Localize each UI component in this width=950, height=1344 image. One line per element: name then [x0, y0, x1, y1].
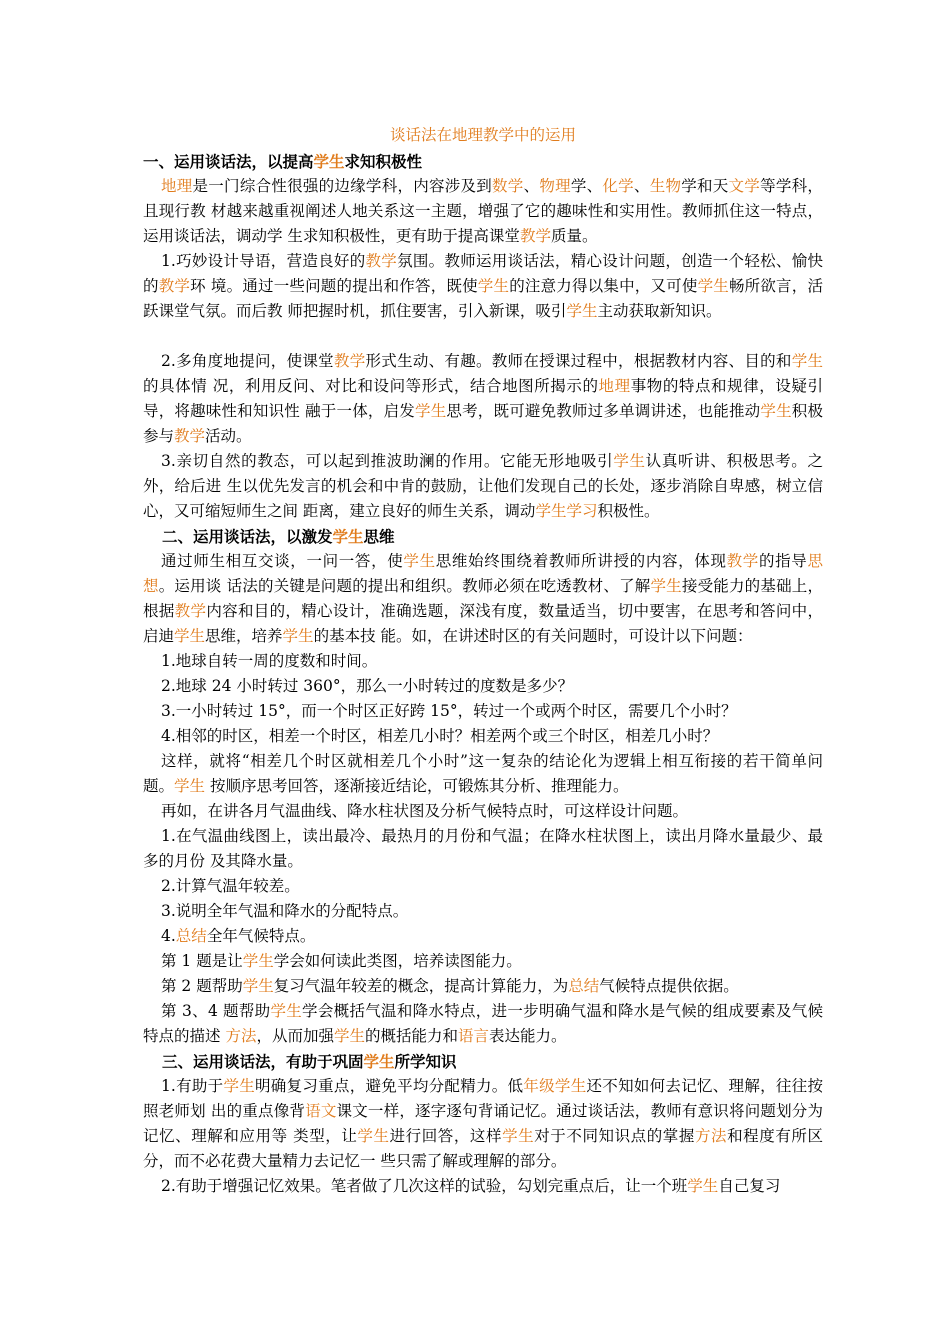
highlighted-term: 学生 — [242, 952, 274, 970]
highlighted-term: 学生 — [760, 402, 792, 420]
text-run: 4. — [161, 927, 176, 945]
document-page — [143, 122, 823, 1199]
highlighted-term: 教学 — [726, 552, 759, 570]
paragraph — [143, 449, 823, 524]
highlighted-term: 学生 — [270, 1002, 303, 1020]
highlighted-term: 学生 — [502, 1127, 535, 1145]
highlighted-term: 方法 — [225, 1027, 257, 1045]
text-run: 的注意力得以集中，又可使 — [509, 277, 698, 295]
highlighted-term: 化学 — [602, 177, 634, 195]
text-run: 氛围。教师运用谈话法，精心设计问题，创造一个轻松、愉快的 — [143, 252, 823, 295]
highlighted-term: 总结 — [568, 977, 600, 995]
paragraph — [143, 674, 823, 699]
text-run: 学会如何读此类图，培养读图能力。 — [273, 952, 522, 970]
highlighted-term: 学生 — [174, 777, 206, 795]
highlighted-term: 文学 — [728, 177, 761, 195]
text-run: 2.地球 24 小时转过 360°，那么一小时转过的度数是多少？ — [161, 677, 574, 695]
text-run: 2.多角度地提问，使课堂 — [161, 352, 334, 370]
text-run: 按顺序思考回答，逐渐接近结论，可锻炼其分析、推理能力。 — [205, 777, 629, 795]
paragraph — [143, 874, 823, 899]
highlighted-term: 学生 — [282, 627, 314, 645]
text-run: 学会概括气温和降水特点，进一步明确气温和降水是气候的组成要素及气候特点的描述 — [143, 1002, 823, 1045]
text-run: 通过师生相互交谈，一问一答，使 — [161, 552, 404, 570]
text-run: 表达能力。 — [489, 1027, 567, 1045]
text-run: 形式生动、有趣。教师在授课过程中，根据教材内容、目的和 — [365, 352, 792, 370]
highlighted-term: 学生 — [242, 977, 274, 995]
text-run: 环 境。通过一些问题的提出和作答，既使 — [190, 277, 478, 295]
text-run: 学、 — [570, 177, 603, 195]
highlighted-term: 学生 — [477, 277, 510, 295]
highlighted-term: 学习 — [566, 502, 598, 520]
text-run: 第 1 题是让 — [161, 952, 243, 970]
highlighted-term: 学生 — [223, 1077, 256, 1095]
text-run: 活动。 — [205, 427, 252, 445]
text-run: 是一门综合性很强的边缘学科，内容涉及到 — [192, 177, 493, 195]
highlighted-term: 学生 — [333, 1027, 365, 1045]
text-run: 二、运用谈话法，以激发 — [162, 527, 333, 546]
highlighted-term: 语言 — [458, 1027, 490, 1045]
highlighted-term: 地理 — [161, 177, 193, 195]
highlighted-term: 教学 — [519, 227, 551, 245]
text-run: 明确复习重点，避免平均分配精力。低 — [255, 1077, 524, 1095]
text-run: 2.计算气温年较差。 — [161, 877, 300, 895]
text-run: 主动获取新知识。 — [597, 302, 722, 320]
text-run: 求知积极性 — [344, 152, 423, 171]
highlighted-term: 学生 — [313, 152, 345, 171]
paragraph — [143, 1174, 823, 1199]
highlighted-term: 思想 — [143, 552, 823, 595]
document-title: 谈话法在地理教学中的运用 — [389, 126, 576, 144]
highlighted-term: 学生 — [566, 302, 598, 320]
text-run: 接受能力的基础上，根据 — [143, 577, 823, 620]
text-run: 思维，培养 — [205, 627, 283, 645]
blank-line — [143, 324, 823, 349]
text-run: 、 — [523, 177, 540, 195]
text-run: 3.说明全年气温和降水的分配特点。 — [161, 902, 409, 920]
text-run: 气候特点提供依据。 — [599, 977, 739, 995]
highlighted-term: 学生 — [687, 1177, 719, 1195]
text-run: 1.巧妙设计导语，营造良好的 — [161, 252, 366, 270]
paragraph — [143, 924, 823, 949]
paragraph — [143, 999, 823, 1049]
highlighted-term: 学生 — [791, 352, 823, 370]
text-run: 质量。 — [550, 227, 598, 245]
highlighted-term: 学生 — [535, 502, 567, 520]
text-run: 4.相邻的时区，相差一个时区，相差几小时？相差两个或三个时区，相差几小时？ — [161, 727, 719, 745]
paragraph — [143, 174, 823, 249]
text-run: 再如，在讲各月气温曲线、降水柱状图及分析气候特点时，可这样设计问题。 — [161, 802, 689, 820]
text-run: 进行回答，这样 — [389, 1127, 503, 1145]
paragraph — [143, 249, 823, 324]
highlighted-term: 生物 — [649, 177, 682, 195]
highlighted-term: 教学 — [174, 427, 206, 445]
text-run: 积极参与 — [143, 402, 823, 445]
paragraph — [143, 649, 823, 674]
highlighted-term: 学生 — [332, 527, 364, 546]
document-body — [143, 149, 823, 1199]
text-run: 思考，既可避免教师过多单调讲述，也能推动 — [446, 402, 761, 420]
text-run: 的概括能力和 — [364, 1027, 458, 1045]
text-run: 1.有助于 — [161, 1077, 224, 1095]
text-run: 一、运用谈话法，以提高 — [143, 152, 314, 171]
highlighted-term: 语文 — [305, 1102, 337, 1120]
text-run: 复习气温年较差的概念，提高计算能力，为 — [273, 977, 569, 995]
text-run: 事物的特点和规律，设疑引导，将趣味性和知识性 融于一体，启发 — [143, 377, 823, 420]
highlighted-term: 教学 — [333, 352, 366, 370]
text-run: 的具体情 况，利用反问、对比和设问等形式，结合地图所揭示的 — [143, 377, 599, 395]
text-run: 和程度有所区分，而不必花费大量精力去记忆一 些只需了解或理解的部分。 — [143, 1127, 823, 1170]
text-run: 3.一小时转过 15°，而一个时区正好跨 15°，转过一个或两个时区，需要几个小时？ — [161, 702, 737, 720]
text-run: 认真听讲、积极思考。之外，给后进 生以优先发言的机会和中肯的鼓励，让他们发现自己的长处，逐步消除自卑感，树立信心，又可缩短师生之间 距离，建立良好的师生关系，调动 — [143, 452, 823, 520]
text-run: 第 2 题帮助 — [161, 977, 243, 995]
highlighted-term: 教学 — [174, 602, 207, 620]
highlighted-term: 学生 — [415, 402, 447, 420]
paragraph — [143, 549, 823, 649]
text-run: 。运用谈 话法的关键是问题的提出和组织。教师必须在吃透教材、了解 — [158, 577, 651, 595]
section-heading — [143, 1049, 823, 1074]
text-run: 2.有助于增强记忆效果。笔者做了几次这样的试验，勾划完重点后，让一个班 — [161, 1177, 688, 1195]
text-run: 所学知识 — [394, 1052, 457, 1071]
text-run: 畅所欲言，活跃课堂气氛。而后教 师把握时机，抓住要害，引入新课，吸引 — [143, 277, 823, 320]
paragraph — [143, 949, 823, 974]
text-run: 、 — [633, 177, 650, 195]
text-run: 第 3、4 题帮助 — [161, 1002, 271, 1020]
text-run: 积极性。 — [597, 502, 660, 520]
section-heading — [143, 149, 823, 174]
highlighted-term: 学生 — [174, 627, 206, 645]
text-run: 对于不同知识点的掌握 — [534, 1127, 695, 1145]
text-run: 全年气候特点。 — [206, 927, 316, 945]
paragraph — [143, 1074, 823, 1174]
highlighted-term: 学生 — [357, 1127, 390, 1145]
text-run: 1.地球自转一周的度数和时间。 — [161, 652, 378, 670]
text-run: 1.在气温曲线图上，读出最冷、最热月的月份和气温；在降水柱状图上，读出月降水量最少、最多的月份 及其降水量。 — [143, 827, 823, 870]
text-run: 还不知如何去记忆、理解，往往按照老师划 出的重点像背 — [143, 1077, 823, 1120]
text-run: 的指导 — [758, 552, 808, 570]
section-heading — [143, 524, 823, 549]
text-run: 这样，就将“相差几个时区就相差几个小时”这一复杂的结论化为逻辑上相互衔接的若干简单问题。 — [143, 752, 823, 795]
highlighted-term: 教学 — [158, 277, 191, 295]
text-run: 三、运用谈话法，有助于巩固 — [162, 1052, 364, 1071]
highlighted-term: 学生 — [363, 1052, 395, 1071]
highlighted-term: 方法 — [694, 1127, 728, 1145]
text-run: 自己复习 — [718, 1177, 781, 1195]
paragraph — [143, 724, 823, 749]
paragraph — [143, 974, 823, 999]
paragraph — [143, 824, 823, 874]
paragraph — [143, 899, 823, 924]
highlighted-term: 学生 — [613, 452, 646, 470]
highlighted-term: 年级 — [523, 1077, 555, 1095]
paragraph — [143, 799, 823, 824]
text-run: ，从而加强 — [256, 1027, 334, 1045]
text-run: 等学科，且现行教 材越来越重视阐述人地关系这一主题，增强了它的趣味性和实用性。教师抓住这一特点，运用谈话法，调动学 生求知积极性，更有助于提高课堂 — [143, 177, 823, 245]
highlighted-term: 学生 — [650, 577, 682, 595]
text-run: 学和天 — [681, 177, 729, 195]
highlighted-term: 地理 — [598, 377, 631, 395]
highlighted-term: 总结 — [175, 927, 207, 945]
paragraph — [143, 699, 823, 724]
text-run: 思维始终围绕着教师所讲授的内容，体现 — [435, 552, 727, 570]
highlighted-term: 学生 — [403, 552, 436, 570]
text-run: 3.亲切自然的教态，可以起到推波助澜的作用。它能无形地吸引 — [161, 452, 614, 470]
highlighted-term: 学生 — [554, 1077, 587, 1095]
highlighted-term: 教学 — [365, 252, 398, 270]
highlighted-term: 数学 — [492, 177, 524, 195]
highlighted-term: 物理 — [539, 177, 571, 195]
text-run: 的基本技 能。如，在讲述时区的有关问题时，可设计以下问题： — [313, 627, 753, 645]
paragraph — [143, 349, 823, 449]
paragraph — [143, 749, 823, 799]
text-run: 内容和目的，精心设计，准确选题，深浅有度，数量适当，切中要害，在思考和答问中，启迪 — [143, 602, 823, 645]
highlighted-term: 学生 — [697, 277, 729, 295]
text-run: 课文一样，逐字逐句背诵记忆。通过谈话法，教师有意识将问题划分为记忆、理解和应用等 类型，让 — [143, 1102, 823, 1145]
text-run: 思维 — [363, 527, 395, 546]
